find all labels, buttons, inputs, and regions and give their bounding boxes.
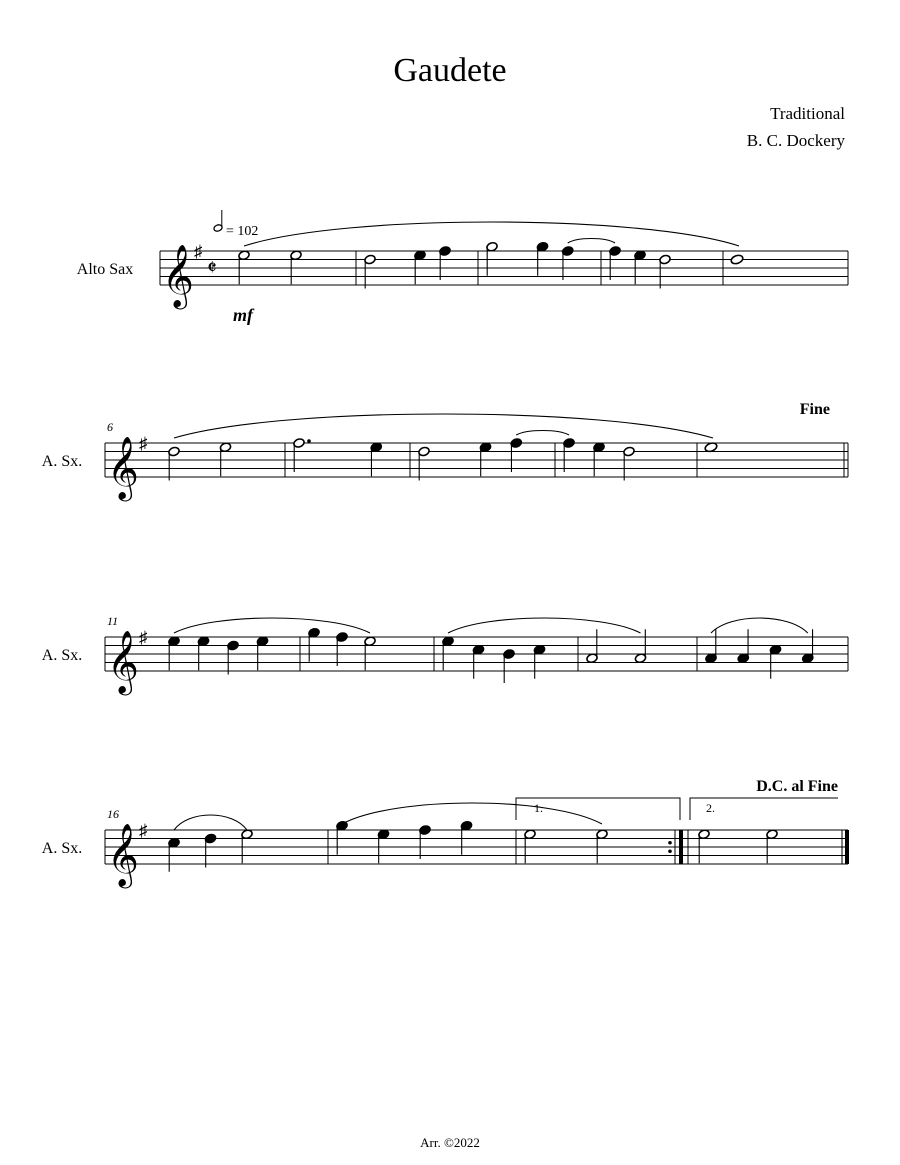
- treble-clef-icon: 𝄞: [107, 630, 139, 693]
- note: [698, 829, 710, 863]
- final-barline: [845, 830, 849, 864]
- tie: [516, 431, 569, 436]
- dotted-note-dot: [307, 439, 311, 443]
- note: [737, 629, 749, 663]
- note: [418, 446, 430, 480]
- score-title: Gaudete: [393, 52, 507, 89]
- note: [596, 829, 608, 863]
- repeat-barline: [679, 830, 683, 864]
- note: [256, 636, 268, 670]
- key-sharp-icon: ♯: [139, 434, 148, 453]
- note: [593, 442, 605, 476]
- note: [197, 636, 209, 670]
- note: [623, 446, 635, 480]
- note: [479, 442, 491, 476]
- note: [524, 829, 536, 863]
- copyright-footer: Arr. ©2022: [420, 1135, 480, 1150]
- note: [533, 644, 545, 678]
- note: [659, 254, 671, 288]
- note: [419, 825, 431, 859]
- instrument-name: A. Sx.: [41, 453, 83, 470]
- phrase-slur: [448, 618, 641, 633]
- note: [336, 632, 348, 666]
- phrase-slur: [174, 815, 247, 830]
- tempo-value: = 102: [226, 224, 259, 239]
- note: [168, 837, 180, 871]
- note: [460, 820, 472, 854]
- note: [730, 254, 744, 265]
- note: [563, 438, 575, 472]
- note: [486, 241, 498, 275]
- note: [364, 254, 376, 288]
- key-sharp-icon: ♯: [194, 242, 203, 261]
- tie: [568, 239, 615, 244]
- key-sharp-icon: ♯: [139, 821, 148, 840]
- phrase-slur: [711, 618, 808, 633]
- note: [414, 250, 426, 284]
- dc-al-fine-marking: D.C. al Fine: [756, 778, 838, 795]
- tempo-marking: [213, 210, 223, 232]
- instrument-name: A. Sx.: [41, 647, 83, 664]
- volta-label: 2.: [706, 801, 715, 815]
- note: [290, 250, 302, 284]
- instrument-name: Alto Sax: [76, 261, 134, 278]
- note: [510, 438, 522, 472]
- note: [439, 246, 451, 280]
- volta-label: 1.: [534, 801, 543, 815]
- notehead: [730, 254, 744, 265]
- note: [364, 636, 376, 670]
- repeat-dot: [668, 849, 672, 853]
- note: [238, 250, 250, 284]
- measure-number: 16: [107, 807, 119, 821]
- repeat-dot: [668, 841, 672, 845]
- note: [536, 241, 548, 275]
- note: [227, 640, 239, 674]
- dynamic-marking: mf: [233, 305, 253, 325]
- phrase-slur: [174, 414, 713, 438]
- note: [336, 820, 348, 854]
- phrase-slur: [342, 803, 602, 824]
- phrase-slur: [174, 618, 370, 633]
- note: [168, 446, 180, 480]
- note: [769, 644, 781, 678]
- treble-clef-icon: 𝄞: [162, 244, 194, 307]
- key-sharp-icon: ♯: [139, 628, 148, 647]
- treble-clef-icon: 𝄞: [107, 436, 139, 499]
- note: [241, 829, 253, 863]
- note: [766, 829, 778, 863]
- note: [586, 629, 598, 663]
- note: [308, 627, 320, 661]
- composer-credit: Traditional: [770, 104, 845, 123]
- note: [219, 442, 231, 476]
- note: [377, 829, 389, 863]
- measure-number: 11: [107, 614, 119, 628]
- treble-clef-icon: 𝄞: [107, 823, 139, 886]
- instrument-name: A. Sx.: [41, 840, 83, 857]
- note: [442, 636, 454, 670]
- note: [562, 246, 574, 280]
- note: [168, 636, 180, 670]
- arranger-credit: B. C. Dockery: [746, 131, 845, 150]
- note: [802, 629, 814, 663]
- fine-marking: Fine: [799, 401, 830, 418]
- measure-number: 6: [107, 420, 113, 434]
- note: [503, 649, 515, 683]
- note: [705, 629, 717, 663]
- note: [634, 629, 646, 663]
- note: [609, 246, 621, 280]
- note: [634, 250, 646, 284]
- note: [370, 442, 382, 476]
- note: [204, 833, 216, 867]
- note: [472, 644, 484, 678]
- time-signature-icon: 𝄵: [207, 255, 217, 280]
